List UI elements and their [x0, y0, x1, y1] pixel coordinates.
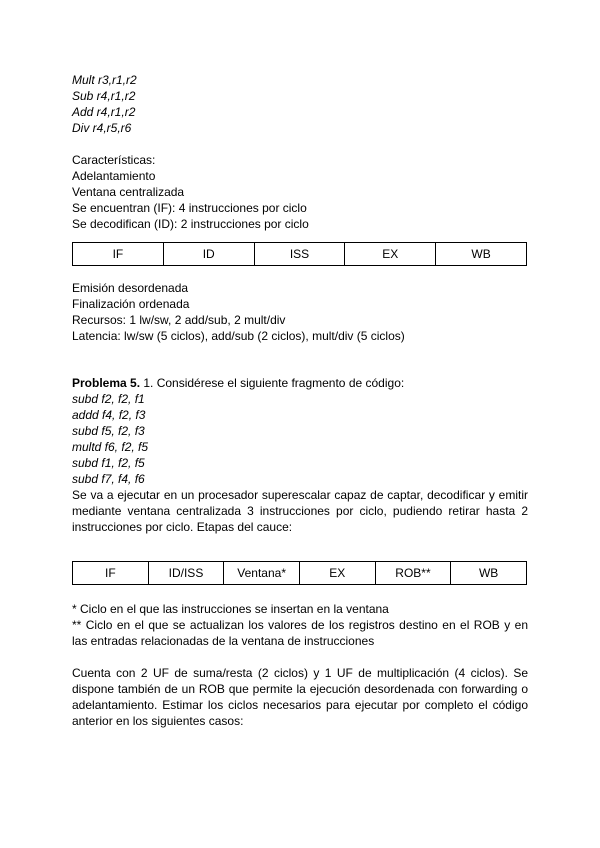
stage-cell: ROB**	[375, 562, 451, 585]
feature-item: Ventana centralizada	[72, 185, 185, 199]
stage-cell: WB	[436, 243, 527, 266]
stage-cell: EX	[299, 562, 375, 585]
pipeline-stages-table-1	[72, 242, 527, 266]
stage-cell: ISS	[254, 243, 345, 266]
problem-block	[72, 375, 528, 535]
code-line: Mult r3,r1,r2	[72, 73, 137, 87]
code-line: subd f1, f2, f5	[72, 456, 145, 470]
feature-item: Latencia: lw/sw (5 ciclos), add/sub (2 ciclos), mult/div (5 ciclos)	[72, 329, 405, 343]
feature-item: Finalización ordenada	[72, 297, 190, 311]
code-line: addd f4, f2, f3	[72, 408, 146, 422]
document-page	[72, 72, 528, 729]
closing-paragraph: Cuenta con 2 UF de suma/resta (2 ciclos) y 1 UF de multiplicación (4 ciclos). Se dispone también de un ROB que permite la ejecución desordenada con forwarding o adelantamiento. Estimar los ciclos necesarios para ejecutar por completo el código anterior en los siguientes casos:	[72, 666, 528, 728]
code-line: Div r4,r5,r6	[72, 121, 132, 135]
code-line: Add r4,r1,r2	[72, 105, 136, 119]
feature-item: Se decodifican (ID): 2 instrucciones por ciclo	[72, 217, 309, 231]
problem-description: Se va a ejecutar en un procesador superescalar capaz de captar, decodificar y emitir mediante ventana centralizada 3 instrucciones por ciclo, pudiendo retirar hasta 2 instrucciones por ciclo. Etapas del cauce:	[72, 488, 528, 534]
pipeline-stages-table-2	[72, 561, 527, 585]
stage-cell: EX	[345, 243, 436, 266]
stage-cell: IF	[73, 243, 164, 266]
problem-label: Problema 5.	[72, 376, 141, 390]
code-line: multd f6, f2, f5	[72, 440, 149, 454]
code-block-1	[72, 72, 528, 136]
stage-cell: IF	[73, 562, 149, 585]
note-item: * Ciclo en el que las instrucciones se insertan en la ventana	[72, 602, 389, 616]
problem-intro: 1. Considérese el siguiente fragmento de código:	[140, 376, 405, 390]
code-line: subd f5, f2, f3	[72, 424, 145, 438]
feature-item: Emisión desordenada	[72, 281, 189, 295]
note-item: ** Ciclo en el que se actualizan los valores de los registros destino en el ROB y en las entradas relacionadas de la ventana de instrucciones	[72, 618, 528, 648]
features-block	[72, 152, 528, 232]
code-line: subd f2, f2, f1	[72, 392, 145, 406]
stage-cell: WB	[451, 562, 527, 585]
features-title: Características:	[72, 153, 156, 167]
code-line: subd f7, f4, f6	[72, 472, 145, 486]
stage-cell: ID	[163, 243, 254, 266]
feature-item: Adelantamiento	[72, 169, 156, 183]
stage-cell: Ventana*	[224, 562, 300, 585]
features-block-2	[72, 280, 528, 344]
stage-cell: ID/ISS	[148, 562, 224, 585]
feature-item: Recursos: 1 lw/sw, 2 add/sub, 2 mult/div	[72, 313, 286, 327]
code-line: Sub r4,r1,r2	[72, 89, 136, 103]
notes-block	[72, 601, 528, 649]
feature-item: Se encuentran (IF): 4 instrucciones por ciclo	[72, 201, 307, 215]
